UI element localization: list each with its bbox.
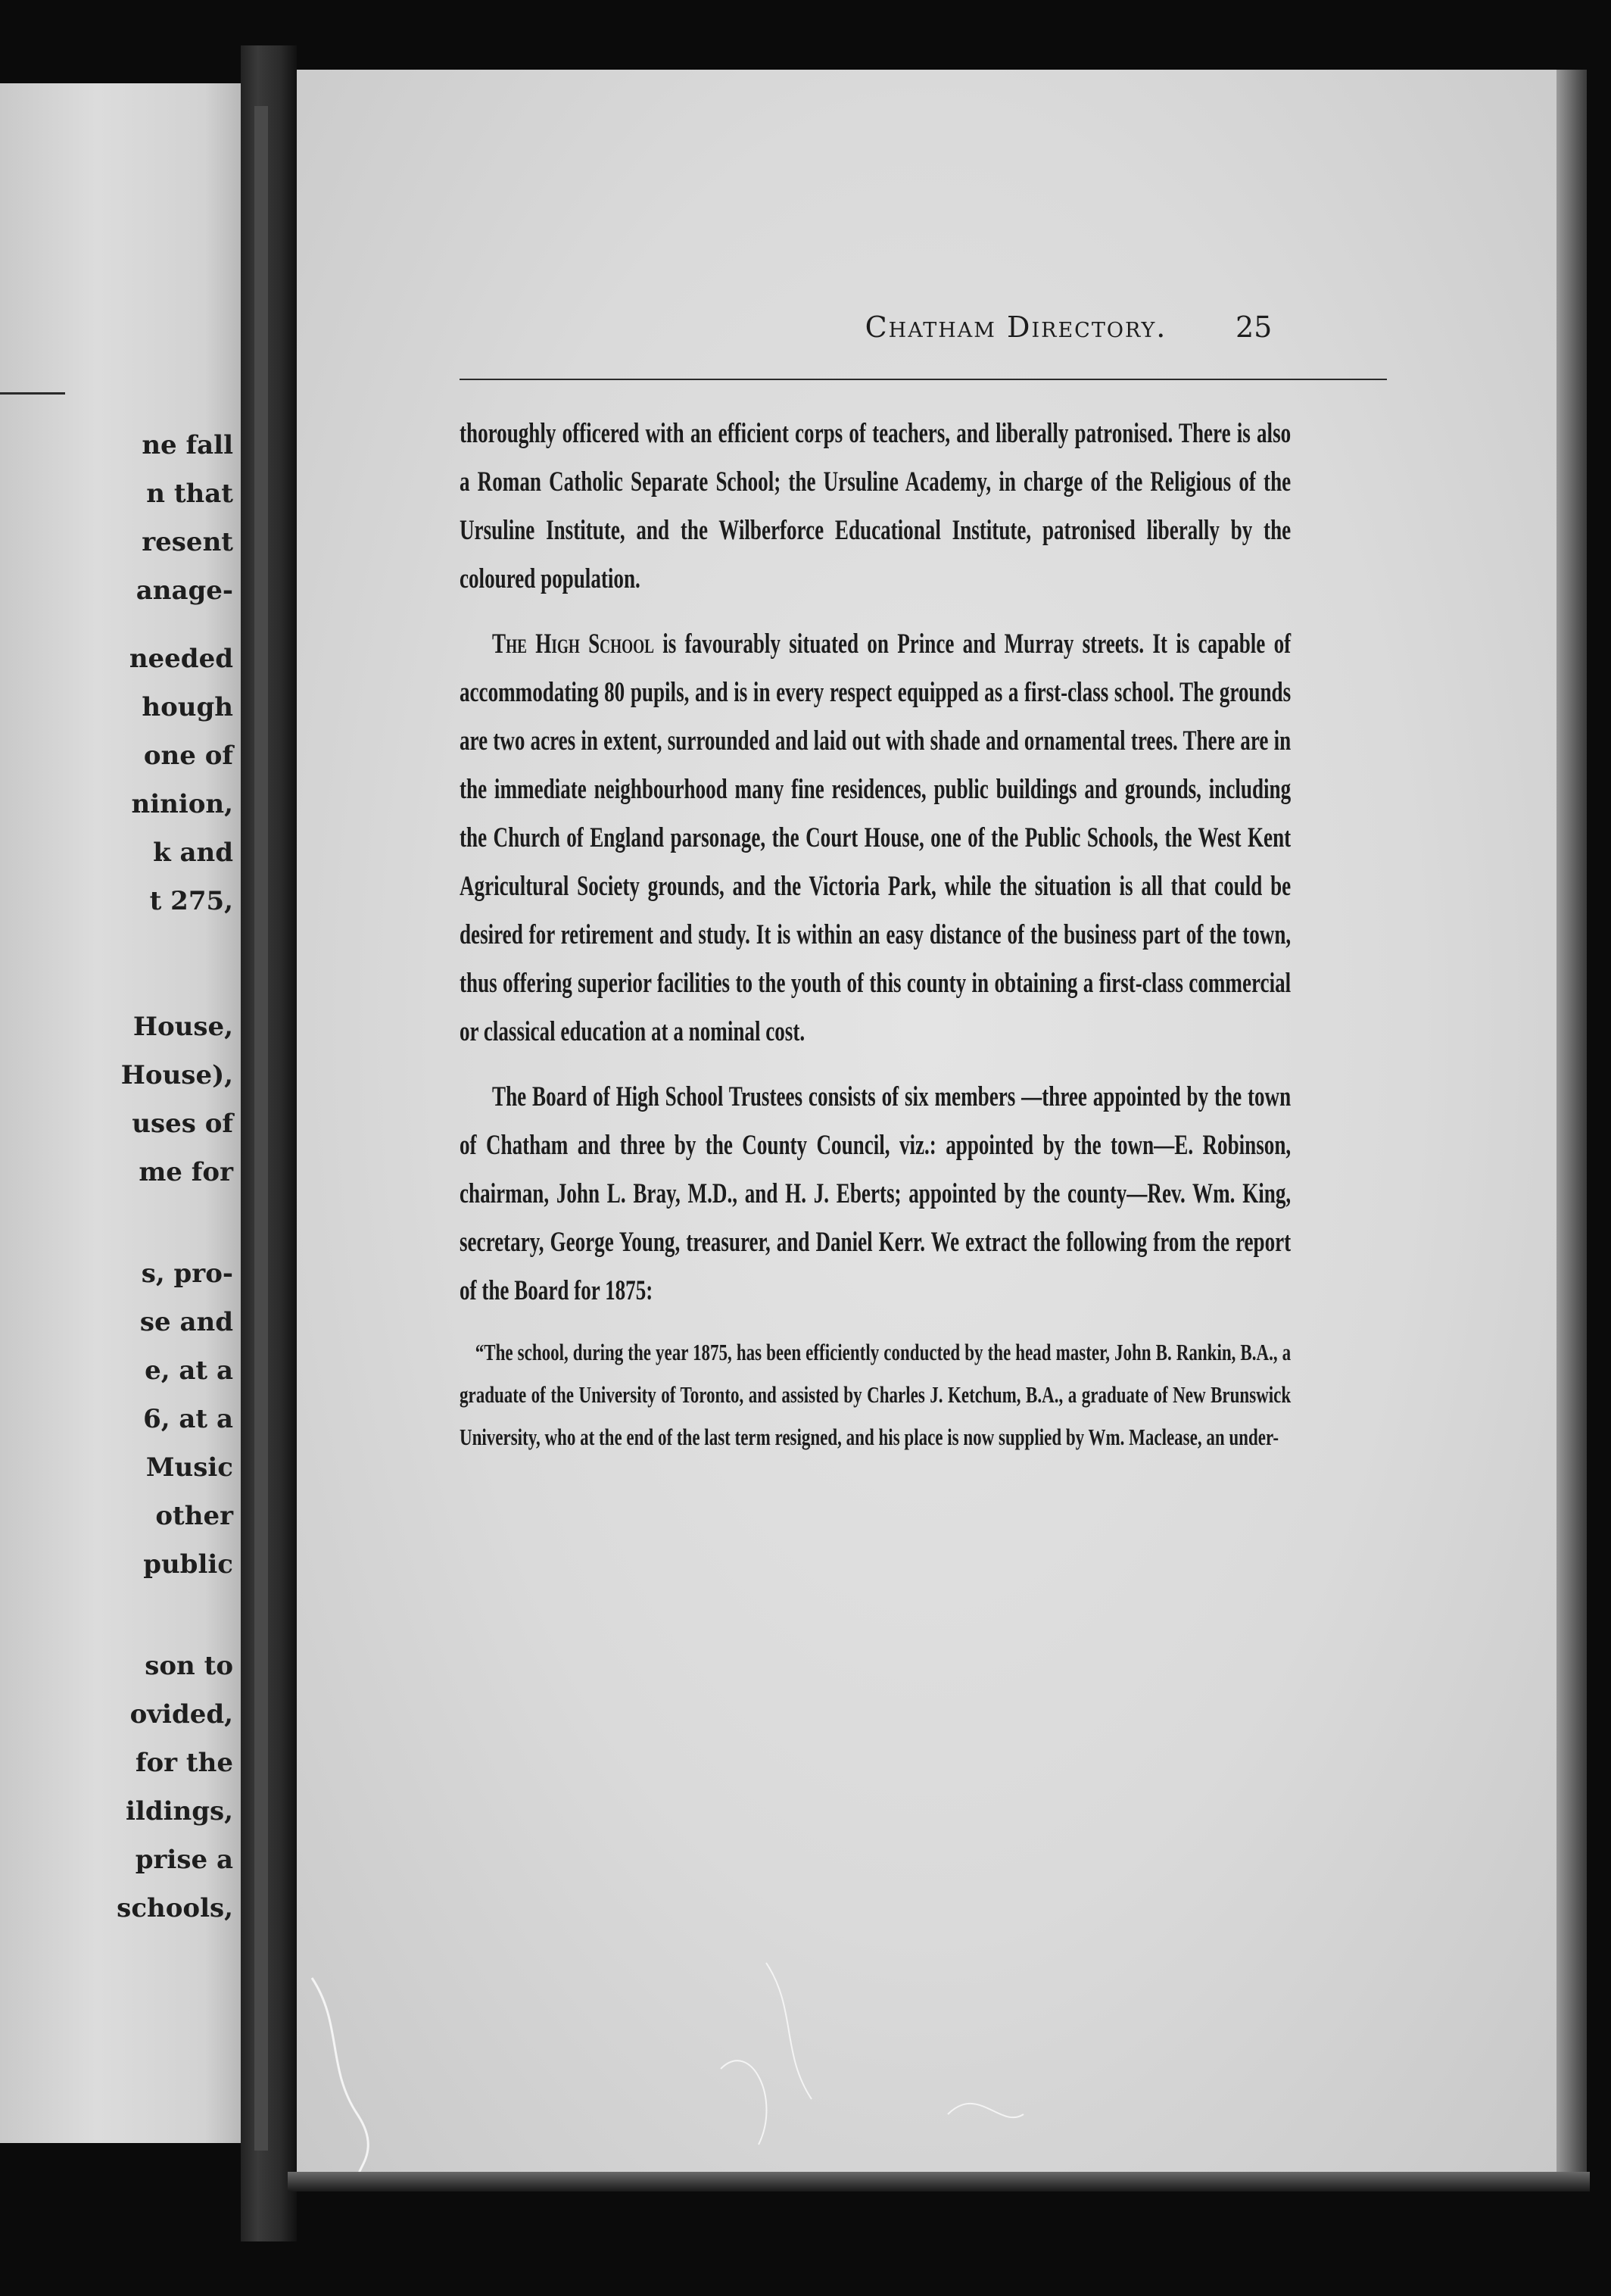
paragraph-text: The Board of High School Trustees consists of six members —three appointed by the town of Chatham and three by the County Council, viz.: appointed by the town—E. Robinson, chairman, John L. Bray, M.D., and H. J. Eberts; appointed by the county—Rev. Wm. King, secretary, George Young, treasurer, and Daniel Kerr. We extract the following from the report of the Board for 1875: bbox=[460, 1081, 1292, 1306]
left-page-fragment: t 275, bbox=[149, 886, 233, 916]
left-page-fragment: n that bbox=[146, 479, 233, 509]
left-page-fragment: ne fall bbox=[142, 430, 233, 460]
report-quote: “The school, during the year 1875, has been efficiently conducted by the head master, John B. Rankin, B.A., a graduate of the University of Toronto, and assisted by Charles J. Ketchum, B.A., a graduate of New Brunswick University, who at the end of the last term resigned, and his place is now supplied by Wm. Maclease, an under- bbox=[460, 1339, 1292, 1450]
paragraph-text: thoroughly officered with an efficient corps of teachers, and liberally patronised. There is also a Roman Catholic Separate School; the Ursuline Academy, in charge of the Religious of the Ursuline Institute, and the Wilberforce Educational Institute, patronised liberally by the coloured population. bbox=[460, 417, 1292, 594]
left-page-fragment: ninion, bbox=[131, 789, 233, 819]
book-gutter bbox=[241, 45, 297, 2241]
left-page-fragment: ildings, bbox=[126, 1796, 233, 1827]
left-page-fragment: s, pro- bbox=[141, 1259, 233, 1289]
left-page-fragment: prise a bbox=[135, 1845, 233, 1875]
left-page-fragment: House), bbox=[120, 1060, 233, 1090]
left-page-fragment: k and bbox=[153, 838, 233, 868]
scan-scratches bbox=[297, 70, 1556, 2187]
page-edge-right bbox=[1556, 70, 1587, 2187]
left-page-fragment: son to bbox=[145, 1651, 233, 1681]
paragraph-text: is favourably situated on Prince and Murray streets. It is capable of accommodating 80 pupils, and is in every respect equipped as a first-class school. The grounds are two acres in extent, surrounded and laid out with shade and ornamental trees. There are in the immediate neighbourhood many fine residences, public buildings and grounds, including the Church of England parsonage, the Court House, one of the Public Schools, the West Kent Agricultural Society grounds, and the Victoria Park, while the situation is all that could be desired for retirement and study. It is within an easy distance of the business part of the town, thus offering superior facilities to the youth of this county in obtaining a first-class commercial or classical education at a nominal cost. bbox=[460, 628, 1292, 1047]
left-page-fragment: 6, at a bbox=[143, 1404, 233, 1434]
left-page-fragment: one of bbox=[143, 741, 233, 771]
left-page-fragment: uses of bbox=[132, 1109, 233, 1139]
left-page-fragment: me for bbox=[139, 1157, 233, 1187]
running-head: Chatham Directory. bbox=[865, 310, 1167, 344]
paragraph-lead: The High School bbox=[492, 628, 654, 659]
left-page-fragment: hough bbox=[142, 692, 233, 722]
left-page-fragment: schools, bbox=[117, 1893, 233, 1923]
page-number: 25 bbox=[1236, 310, 1273, 344]
left-page-fragment: House, bbox=[132, 1012, 233, 1042]
left-page-fragment: other bbox=[155, 1501, 233, 1531]
right-page bbox=[297, 70, 1556, 2187]
left-page-fragment: e, at a bbox=[145, 1355, 233, 1386]
page-edge-bottom bbox=[288, 2172, 1590, 2191]
left-page-fragment: Music bbox=[145, 1452, 233, 1483]
left-page-rule bbox=[0, 392, 65, 395]
left-page-fragment: needed bbox=[129, 644, 233, 674]
left-page bbox=[0, 83, 241, 2143]
left-page-fragment: ovided, bbox=[129, 1699, 233, 1730]
binding-edge bbox=[254, 106, 268, 2151]
left-page-fragment: public bbox=[143, 1549, 233, 1580]
left-page-fragment: resent bbox=[142, 527, 233, 557]
left-page-fragment: se and bbox=[139, 1307, 233, 1337]
left-page-fragment: for the bbox=[135, 1748, 233, 1778]
left-page-fragment: anage- bbox=[136, 576, 233, 606]
